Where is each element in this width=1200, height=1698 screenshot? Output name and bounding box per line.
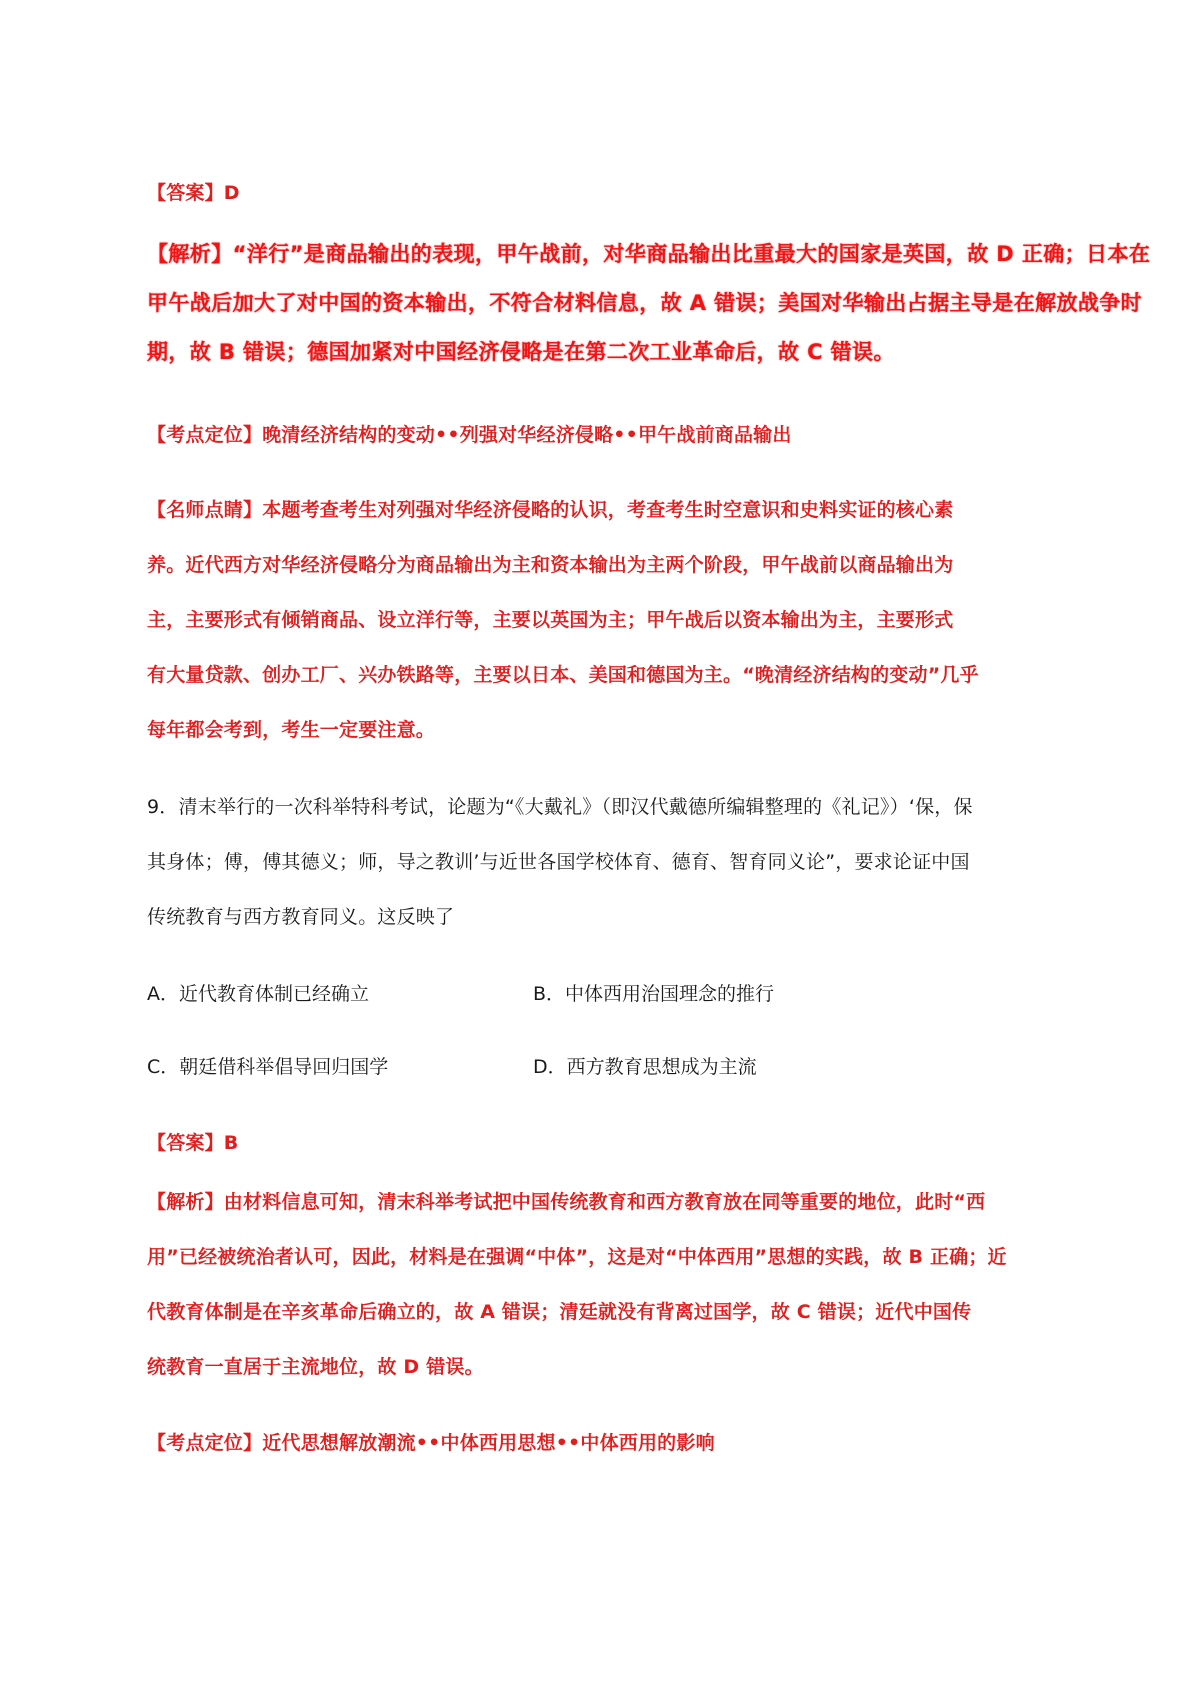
q8-analysis-line-3: 期，故 B 错误；德国加紧对中国经济侵略是在第二次工业革命后，故 C 错误。 [147,340,895,364]
q9-analysis-line-3: 代教育体制是在辛亥革命后确立的，故 A 错误；清廷就没有背离过国学，故 C 错误；近代中国传 [147,1301,972,1323]
q9-option-c: C．朝廷借科举倡导回归国学 [147,1056,389,1078]
q9-key-point: 【考点定位】近代思想解放潮流••中体西用思想••中体西用的影响 [147,1432,715,1454]
q8-answer: 【答案】D [147,182,240,204]
q9-analysis-line-2: 用”已经被统治者认可，因此，材料是在强调“中体”，这是对“中体西用”思想的实践，故 B 正确；近 [147,1246,1007,1268]
q8-key-point: 【考点定位】晚清经济结构的变动••列强对华经济侵略••甲午战前商品输出 [147,424,792,446]
q9-option-b: B．中体西用治国理念的推行 [533,983,775,1005]
q8-analysis-line-2: 甲午战后加大了对中国的资本输出，不符合材料信息，故 A 错误；美国对华输出占据主导是在解放战争时 [147,291,1143,315]
q9-analysis-line-4: 统教育一直居于主流地位，故 D 错误。 [147,1356,484,1378]
q8-teacher-comment-line-1: 【名师点睛】本题考查考生对列强对华经济侵略的认识，考查考生时空意识和史料实证的核心素 [147,499,954,521]
q8-teacher-comment-line-4: 有大量贷款、创办工厂、兴办铁路等，主要以日本、美国和德国为主。“晚清经济结构的变动”几乎 [147,664,979,686]
q9-option-d: D．西方教育思想成为主流 [533,1056,757,1078]
q8-analysis-line-1: 【解析】“洋行”是商品输出的表现，甲午战前，对华商品输出比重最大的国家是英国，故 D 正确；日本在 [147,242,1151,266]
q9-question-line-3: 传统教育与西方教育同义。这反映了 [147,906,455,928]
q9-answer: 【答案】B [147,1132,239,1154]
q9-question-line-1: 9．清末举行的一次科举特科考试，论题为“《大戴礼》（即汉代戴德所编辑整理的《礼记》）‘保，保 [147,796,973,818]
q8-teacher-comment-line-2: 养。近代西方对华经济侵略分为商品输出为主和资本输出为主两个阶段，甲午战前以商品输出为 [147,554,954,576]
q9-analysis-line-1: 【解析】由材料信息可知，清末科举考试把中国传统教育和西方教育放在同等重要的地位，此时“西 [147,1191,986,1213]
q9-question-line-2: 其身体；傅，傅其德义；师，导之教训’与近世各国学校体育、德育、智育同义论”，要求论证中国 [147,851,970,873]
q8-teacher-comment-line-3: 主，主要形式有倾销商品、设立洋行等，主要以英国为主；甲午战后以资本输出为主，主要形式 [147,609,954,631]
q9-option-a: A．近代教育体制已经确立 [147,983,369,1005]
q8-teacher-comment-line-5: 每年都会考到，考生一定要注意。 [147,719,436,741]
